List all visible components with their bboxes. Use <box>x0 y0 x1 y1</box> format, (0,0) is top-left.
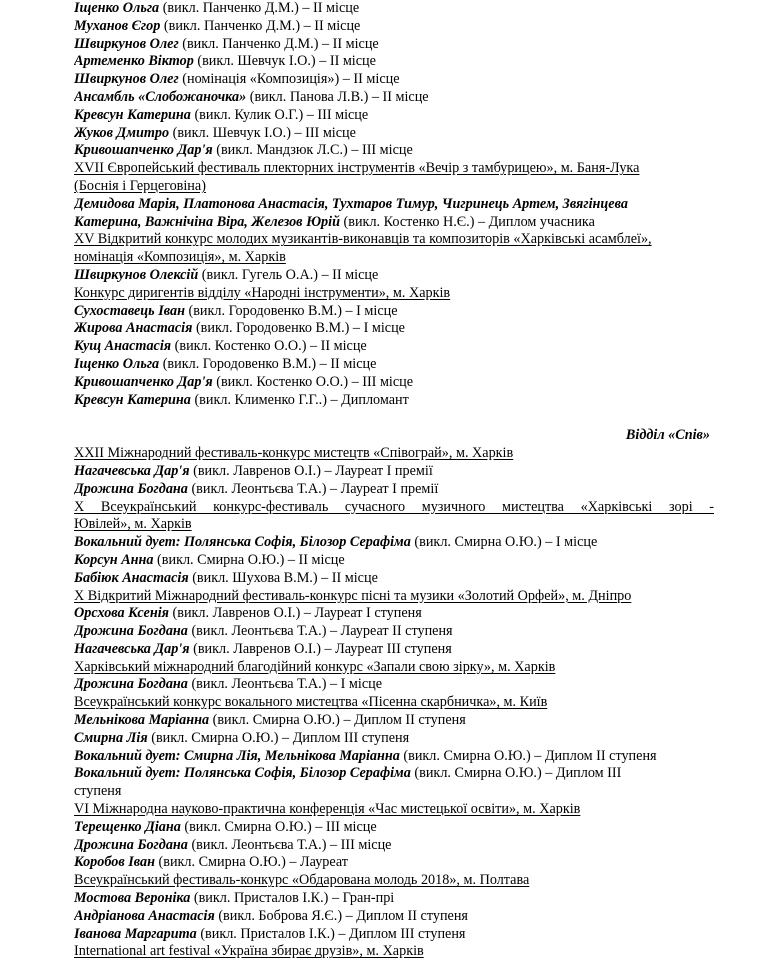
result-line <box>74 748 714 766</box>
participant-name: Дрожина Богдана <box>74 480 188 497</box>
results-list <box>74 605 714 658</box>
participant-name: Мостова Вероніка <box>74 890 191 907</box>
result-line <box>74 623 714 641</box>
result-detail: (викл. Смирна О.Ю.) – І місце <box>410 534 598 551</box>
result-line <box>74 570 714 588</box>
participant-name: Терещенко Діана <box>74 818 181 835</box>
competition-heading: X Відкритий Міжнародний фестиваль-конкурс пісні та музики «Золотий Орфей», м. Дніпро <box>74 587 632 604</box>
result-detail: (викл. Лавренов О.І.) – Лауреат І ступеня <box>168 605 422 622</box>
competition-heading: Всеукраїнський конкурс вокального мистецтва «Пісенна скарбничка», м. Київ <box>74 694 548 711</box>
result-line <box>74 125 714 143</box>
result-line <box>74 374 714 392</box>
result-detail: (викл. Лавренов О.І.) – Лауреат І премії <box>189 462 433 479</box>
composer-result <box>74 267 714 285</box>
result-detail: (викл. Кулик О.Г.) – ІІІ місце <box>190 106 369 123</box>
results-list <box>74 712 714 765</box>
result-line <box>74 338 714 356</box>
result-line <box>74 712 714 730</box>
result-detail: (викл. Шевчук І.О.) – ІІІ місце <box>169 124 356 141</box>
participant-name: Ансамбль «Слобожаночка» <box>74 88 247 105</box>
participant-name: Вокальний дует: Смирна Лія, Мельнікова Маріанна <box>74 747 400 764</box>
result-line <box>74 71 714 89</box>
results-list-b <box>74 303 714 410</box>
participant-name: Нагачевська Дар'я <box>74 640 190 657</box>
result-line <box>74 908 714 926</box>
result-detail: (викл. Панченко Д.М.) – ІІ місце <box>159 0 360 16</box>
competition-heading: Всеукраїнський фестиваль-конкурс «Обдарована молодь 2018», м. Полтава <box>74 872 530 889</box>
result-line <box>74 641 714 659</box>
result-detail: (викл. Лавренов О.І.) – Лауреат ІІІ ступеня <box>189 640 452 657</box>
festival-heading-cont: (Боснія і Герцеговіна) <box>74 177 206 194</box>
result-detail: (викл. Леонтьєва Т.А.) – І місце <box>187 676 383 693</box>
result-line <box>74 320 714 338</box>
result-detail: (викл. Смирна О.Ю.) – Лауреат <box>154 854 348 871</box>
participant-name: Кривошапченко Дар'я <box>74 142 213 159</box>
competition-heading: X Всеукраїнський конкурс-фестиваль сучасного музичного мистецтва «Харківські зорі - <box>74 498 714 515</box>
participant-name: Орсхова Ксенія <box>74 605 169 622</box>
result-detail: (викл. Панченко Д.М.) – ІІ місце <box>178 35 379 52</box>
participant-name: Вокальний дует: Полянська Софія, Білозор Серафіма <box>74 534 411 551</box>
participant-name: Муханов Єгор <box>74 17 161 34</box>
participant-name: Жуков Дмитро <box>74 124 170 141</box>
participant-name: Швиркунов Олексій <box>74 266 199 283</box>
results-list <box>74 890 714 943</box>
result-detail: (викл. Городовенко В.М.) – ІІ місце <box>159 355 377 372</box>
result-detail: (викл. Гугель О.А.) – ІІ місце <box>198 266 379 283</box>
result-detail-cont: ступеня <box>74 783 122 800</box>
result-detail: (викл. Костенко О.О.) – ІІ місце <box>171 338 367 355</box>
result-detail: (викл. Панова Л.В.) – ІІ місце <box>246 88 429 105</box>
result-line <box>74 481 714 499</box>
result-detail: (викл. Шухова В.М.) – ІІ місце <box>188 569 378 586</box>
result-line <box>74 676 714 694</box>
contest-heading-cont: номінація «Композиція», м. Харків <box>74 249 286 266</box>
participant-name: Швиркунов Олег <box>74 71 179 88</box>
result-line <box>74 837 714 855</box>
participant-name: Андріанова Анастасія <box>74 907 215 924</box>
result-line <box>74 730 714 748</box>
result-detail: (викл. Панченко Д.М.) – ІІ місце <box>160 17 361 34</box>
result-detail: (викл. Костенко О.О.) – ІІІ місце <box>212 373 414 390</box>
result-detail: (викл. Шевчук І.О.) – ІІ місце <box>193 53 376 70</box>
results-list-a <box>74 0 714 160</box>
result-line <box>74 142 714 160</box>
participant-name: Дрожина Богдана <box>74 676 188 693</box>
result-detail: (викл. Боброва Я.Є.) – Диплом ІІ ступеня <box>214 907 468 924</box>
result-detail: (викл. Леонтьєва Т.А.) – ІІІ місце <box>187 836 392 853</box>
section-title-vocal: Відділ «Спів» <box>625 427 710 444</box>
result-line <box>74 926 714 944</box>
document-page <box>74 0 714 961</box>
result-line <box>74 890 714 908</box>
result-line <box>74 89 714 107</box>
result-line <box>74 303 714 321</box>
participant-name: Кривошапченко Дар'я <box>74 373 213 390</box>
result-line <box>74 765 714 783</box>
participant-name: Корсун Анна <box>74 551 154 568</box>
result-detail: (викл. Леонтьєва Т.А.) – Лауреат ІІ ступеня <box>187 623 453 640</box>
participant-name: Вокальний дует: Полянська Софія, Білозор Серафіма <box>74 765 411 782</box>
ensemble-names: Демидова Марія, Платонова Анастасія, Тухтаров Тимур, Чигринець Артем, Звягінцева <box>74 195 628 212</box>
competition-heading: Харківський міжнародний благодійний конкурс «Запали свою зірку», м. Харків <box>74 658 556 675</box>
result-line <box>74 605 714 623</box>
participant-name: Нагачевська Дар'я <box>74 462 190 479</box>
result-detail: (номінація «Композиція») – ІІ місце <box>178 71 400 88</box>
festival-heading: XVII Європейський фестиваль плекторних інструментів «Вечір з тамбурицею», м. Баня-Лука <box>74 160 640 177</box>
result-line <box>74 463 714 481</box>
participant-name: Кущ Анастасія <box>74 338 172 355</box>
ensemble-result <box>74 214 714 232</box>
participant-name: Іщенко Ольга <box>74 355 160 372</box>
result-line <box>74 53 714 71</box>
participant-name: Іванова Маргарита <box>74 925 197 942</box>
participant-name: Кревсун Катерина <box>74 106 191 123</box>
participant-name: Жирова Анастасія <box>74 320 193 337</box>
result-line <box>74 854 714 872</box>
result-line <box>74 552 714 570</box>
section-gap <box>74 409 714 427</box>
results-list <box>74 463 714 499</box>
ensemble-detail: (викл. Костенко Н.Є.) – Диплом учасника <box>339 213 595 230</box>
result-detail: (викл. Мандзюк Л.С.) – ІІІ місце <box>212 142 413 159</box>
results-list <box>74 819 714 872</box>
result-detail: (викл. Леонтьєва Т.А.) – Лауреат І премії <box>187 480 439 497</box>
contest-heading: XV Відкритий конкурс молодих музикантів-виконавців та композиторів «Харківські асамблеї», <box>74 231 652 248</box>
participant-name: Мельнікова Маріанна <box>74 712 210 729</box>
results-list <box>74 676 714 694</box>
participant-name: Кревсун Катерина <box>74 391 191 408</box>
competition-heading-cont: Ювілей», м. Харків <box>74 516 192 533</box>
competition-heading: VI Міжнародна науково-практична конференція «Час мистецької освіти», м. Харків <box>74 801 581 818</box>
result-line <box>74 107 714 125</box>
ensemble-names-cont: Катерина, Важнічіна Віра, Железов Юрій <box>74 213 340 230</box>
result-detail: (викл. Смирна О.Ю.) – ІІІ місце <box>180 818 377 835</box>
result-detail: (викл. Клименко Г.Г..) – Дипломант <box>190 391 409 408</box>
result-detail: (викл. Городовенко В.М.) – І місце <box>192 320 405 337</box>
result-detail: (викл. Присталов І.К.) – Диплом ІІІ ступеня <box>196 925 466 942</box>
participant-name: Бабіюк Анастасія <box>74 569 189 586</box>
result-line <box>74 534 714 552</box>
result-line <box>74 36 714 54</box>
result-detail: (викл. Присталов І.К.) – Гран-прі <box>190 890 395 907</box>
participant-name: Коробов Іван <box>74 854 155 871</box>
result-line <box>74 819 714 837</box>
conductors-heading: Конкурс диригентів відділу «Народні інструменти», м. Харків <box>74 284 451 301</box>
result-line <box>74 0 714 18</box>
participant-name: Артеменко Віктор <box>74 53 194 70</box>
participant-name: Іщенко Ольга <box>74 0 160 16</box>
participant-name: Смирна Лія <box>74 729 148 746</box>
result-detail: (викл. Смирна О.Ю.) – Диплом ІІ ступеня <box>209 712 466 729</box>
participant-name: Швиркунов Олег <box>74 35 179 52</box>
result-detail: (викл. Городовенко В.М.) – І місце <box>184 302 398 319</box>
result-detail: (викл. Смирна О.Ю.) – Диплом ІІ ступеня <box>399 747 657 764</box>
result-line <box>74 356 714 374</box>
participant-name: Сухоставець Іван <box>74 302 185 319</box>
result-detail: (викл. Смирна О.Ю.) – Диплом ІІІ <box>410 765 622 782</box>
competition-heading: XXII Міжнародний фестиваль-конкурс мистецтв «Співограй», м. Харків <box>74 445 514 462</box>
results-list <box>74 534 714 587</box>
result-line <box>74 18 714 36</box>
result-line <box>74 392 714 410</box>
result-detail: (викл. Смирна О.Ю.) – ІІ місце <box>153 551 345 568</box>
competition-heading: International art festival «Україна збирає друзів», м. Харків <box>74 943 424 960</box>
participant-name: Дрожина Богдана <box>74 623 188 640</box>
result-detail: (викл. Смирна О.Ю.) – Диплом ІІІ ступеня <box>147 729 410 746</box>
participant-name: Дрожина Богдана <box>74 836 188 853</box>
